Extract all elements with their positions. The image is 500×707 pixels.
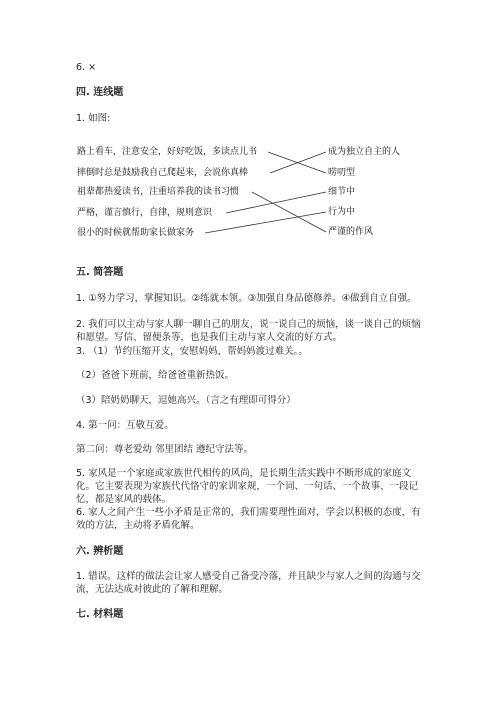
answer-4-part-1: 4. 第一问：互敬互爱。 bbox=[76, 420, 174, 431]
right-item-1: 成为独立自主的人 bbox=[328, 147, 401, 157]
match-line-3 bbox=[252, 192, 326, 232]
q1-intro: 1. 如图: bbox=[76, 113, 111, 124]
section-5-heading: 五. 简答题 bbox=[76, 267, 124, 278]
match-line-4 bbox=[226, 192, 326, 213]
answer-6: 6. 家人之间产生一些小矛盾是正常的，我们需要理性面对，学会以积极的态度，有效的方法，主动将矛盾化解。 bbox=[76, 507, 421, 531]
answer-3-part-3: （3）陪奶奶聊天，逗她高兴。（言之有理即可得分） bbox=[76, 395, 296, 406]
left-item-2: 摔倒时总是鼓励我自己爬起来，会说你真棒 bbox=[77, 168, 249, 178]
left-item-3: 祖辈都热爱读书，注重培养我的读书习惯 bbox=[77, 187, 240, 197]
section-6-heading: 六. 辨析题 bbox=[76, 546, 124, 557]
right-item-3: 细节中 bbox=[328, 187, 356, 197]
answer-5: 5. 家风是一个家庭或家族世代相传的风尚，是长期生活实践中不断形成的家庭文化。它主要表现为家族代代恪守的家训家规，一个词、一句话、一个故事、一段记忆，都是家风的载体。 bbox=[76, 468, 419, 505]
section-7-heading: 七. 材料题 bbox=[76, 609, 124, 620]
section-4-heading: 四. 连线题 bbox=[76, 87, 124, 98]
answer-4-part-2: 第二问：尊老爱幼 邻里团结 遵纪守法等。 bbox=[76, 444, 254, 455]
previous-answer-6: 6. × bbox=[76, 62, 97, 73]
answer-1: 1. ①努力学习，掌握知识。②练就本领。③加强自身品德修养。④做到自立自强。 bbox=[76, 293, 417, 304]
right-item-2: 唠叨型 bbox=[328, 168, 356, 178]
section-6-answer-1: 1. 错误。这样的做法会让家人感受自己备受冷落，并且缺少与家人之间的沟通与交流，无法达成对彼此的了解和理解。 bbox=[76, 571, 421, 595]
answer-3-part-1: 3. （1）节约压缩开支，安慰妈妈，帮妈妈渡过难关。。 bbox=[76, 346, 308, 357]
left-item-4: 严格，谨言慎行，自律，规则意识 bbox=[77, 208, 213, 218]
left-item-5: 很小的时候就帮助家长做家务 bbox=[77, 228, 195, 238]
answer-3-part-2: （2）爸爸下班前，给爸爸重新热饭。 bbox=[76, 370, 235, 381]
answer-2: 2. 我们可以主动与家人聊一聊自己的朋友，说一说自己的烦恼，谈一谈自己的烦恼和愿望。写信、留便条等，也是我们主动与家人交流的好方式。 bbox=[76, 319, 421, 343]
right-item-5: 严谨的作风 bbox=[328, 227, 374, 237]
right-item-4: 行为中 bbox=[328, 207, 356, 217]
left-item-1: 路上看车，注意安全，好好吃饭，多读点儿书 bbox=[77, 147, 258, 157]
